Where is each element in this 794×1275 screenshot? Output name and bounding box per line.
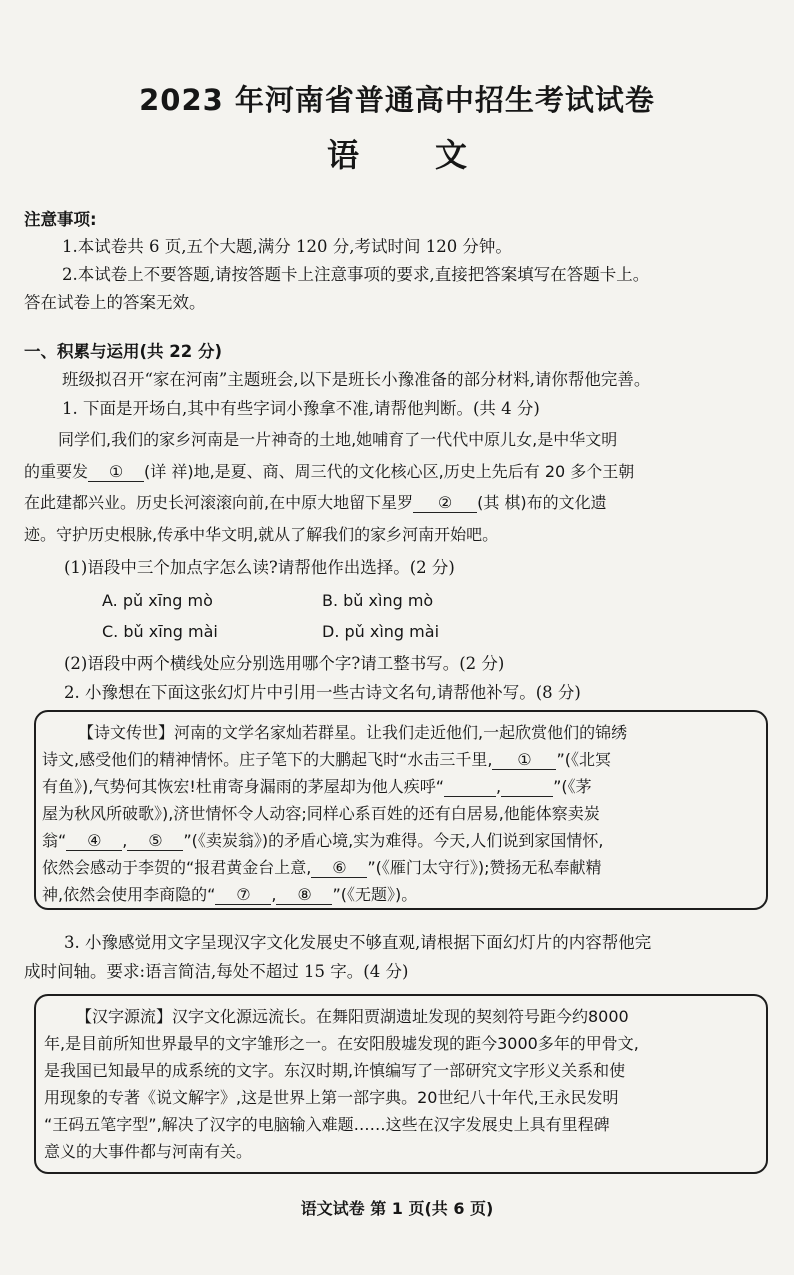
slide-1-line-6: 依然会感动于李贺的“报君黄金台上意, ⑥ ”(《雁门太守行》);赞扬无私奉献精 [42,858,602,877]
question-1-2: (2)语段中两个横线处应分别选用哪个字?请工整书写。(2 分) [64,654,505,673]
exam-title: 2023 年河南省普通高中招生考试试卷 [139,83,655,117]
slide-1-line-5: 翁“ ④ , ⑤ ”(《卖炭翁》)的矛盾心境,实为难得。今天,人们说到家国情怀, [42,831,604,850]
slide-1-line-4: 屋为秋风所破歌》),济世情怀令人动容;同样心系百姓的还有白居易,他能体察卖炭 [42,804,600,823]
slide-2-line-4: 用现象的专著《说文解字》,这是世界上第一部字典。20世纪八十年代,王永民发明 [44,1088,619,1107]
blank-1: ① [88,463,144,482]
slide-2-line-2: 年,是目前所知世界最早的文字雏形之一。在安阳殷墟发现的距今3000多年的甲骨文, [44,1034,639,1053]
blank-2: ② [413,494,477,513]
slide-1-line-3: 有鱼》),气势何其恢宏!杜甫寄身漏雨的茅屋却为他人疾呼“ , ”(《茅 [42,777,592,796]
subject-char-2: 文 [435,136,468,174]
section-1-intro: 班级拟召开“家在河南”主题班会,以下是班长小豫准备的部分材料,请你帮他完善。 [62,370,651,389]
notice-item-1: 1.本试卷共 6 页,五个大题,满分 120 分,考试时间 120 分钟。 [62,237,512,256]
option-c: C. bǔ xīng mài [102,622,218,641]
notice-heading: 注意事项: [24,210,97,229]
slide-2-line-5: “王码五笔字型”,解决了汉字的电脑输入难题……这些在汉字发展史上具有里程碑 [44,1115,610,1134]
slide-1-line-1: 【诗文传世】河南的文学名家灿若群星。让我们走近他们,一起欣赏他们的锦绣 [78,723,628,742]
slide-1-line-7: 神,依然会使用李商隐的“ ⑦ , ⑧ ”(《无题》)。 [42,885,418,904]
slide-1-line-2: 诗文,感受他们的精神情怀。庄子笔下的大鹏起飞时“水击三千里, ① ”(《北冥 [42,750,612,769]
option-d: D. pǔ xìng mài [322,622,440,641]
passage-line-4: 迹。守护历史根脉,传承中华文明,就从了解我们的家乡河南开始吧。 [24,525,499,544]
blank-poem-8: ⑧ [276,886,332,905]
passage-line-1: 同学们,我们的家乡河南是一片神奇的土地,她哺育了一代代中原儿女,是中华文明 [58,430,618,449]
blank-poem-3 [501,778,553,797]
notice-item-2-cont: 答在试卷上的答案无效。 [24,293,206,312]
blank-poem-7: ⑦ [215,886,271,905]
subject-char-1: 语 [326,136,359,174]
passage-line-3: 在此建都兴业。历史长河滚滚向前,在中原大地留下星罗 ② (其 棋)布的文化遗 [24,493,607,512]
passage-line-2: 的重要发 ① (详 祥)地,是夏、商、周三代的文化核心区,历史上先后有 20 多个王朝 [24,462,635,481]
section-1-heading: 一、积累与运用(共 22 分) [24,342,223,361]
blank-poem-1: ① [492,751,556,770]
slide-2-line-3: 是我国已知最早的成系统的文字。东汉时期,许慎编写了一部研究文字形义关系和使 [44,1061,626,1080]
question-3-stem-cont: 成时间轴。要求:语言简洁,每处不超过 15 字。(4 分) [24,962,409,981]
subject-title [0,130,794,176]
blank-poem-6: ⑥ [311,859,367,878]
question-1-stem: 1. 下面是开场白,其中有些字词小豫拿不准,请帮他判断。(共 4 分) [62,399,540,418]
page-footer: 语文试卷 第 1 页(共 6 页) [300,1199,494,1218]
question-3-stem: 3. 小豫感觉用文字呈现汉字文化发展史不够直观,请根据下面幻灯片的内容帮他完 [64,933,652,952]
slide-2-line-1: 【汉字源流】汉字文化源远流长。在舞阳贾湖遗址发现的契刻符号距今约8000 [76,1007,629,1026]
blank-poem-4: ④ [66,832,122,851]
option-a: A. pǔ xīng mò [102,591,213,610]
question-1-1: (1)语段中三个加点字怎么读?请帮他作出选择。(2 分) [64,558,455,577]
slide-2-line-6: 意义的大事件都与河南有关。 [44,1142,253,1161]
blank-poem-2 [444,778,496,797]
option-b: B. bǔ xìng mò [322,591,434,610]
notice-item-2: 2.本试卷上不要答题,请按答题卡上注意事项的要求,直接把答案填写在答题卡上。 [62,265,650,284]
blank-poem-5: ⑤ [127,832,183,851]
question-2-stem: 2. 小豫想在下面这张幻灯片中引用一些古诗文名句,请帮他补写。(8 分) [64,683,581,702]
